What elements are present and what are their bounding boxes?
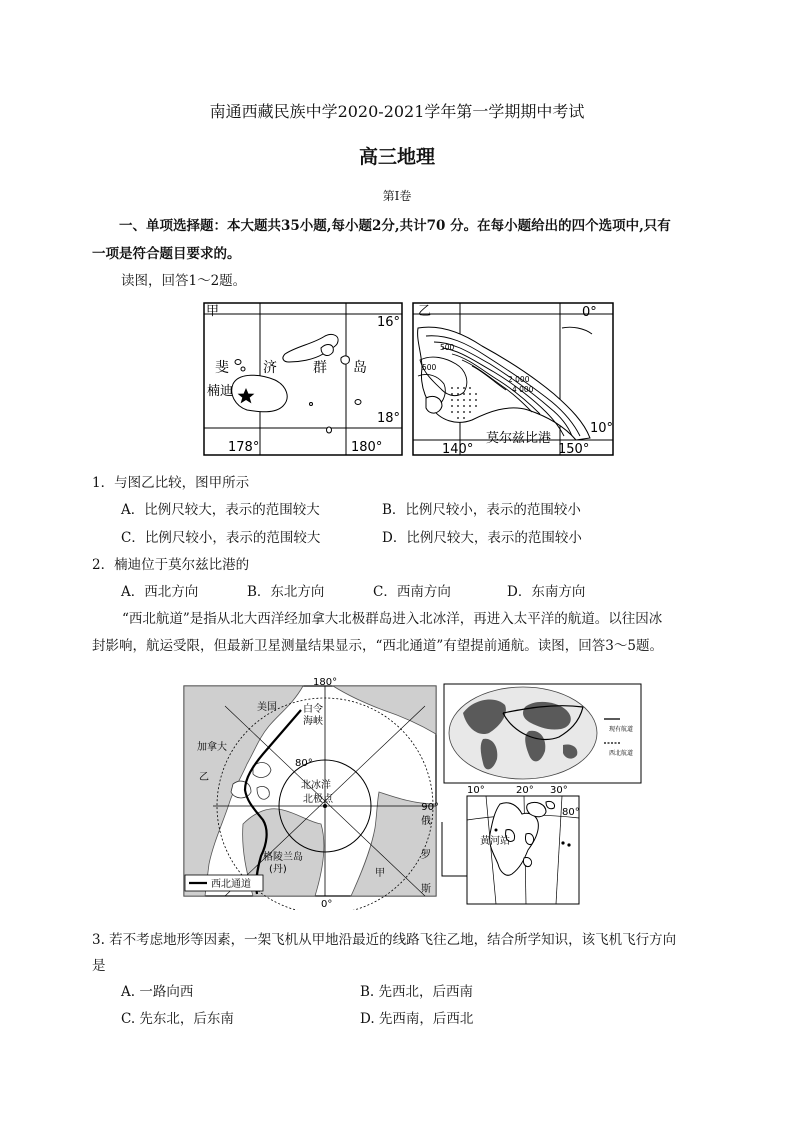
map-jia-lat-top: 16° [377,315,401,330]
contour-2000-label: 2 000 [508,375,530,384]
q1-option-b[interactable]: B．比例尺较小，表示的范围较小 [382,502,581,518]
q3-option-a[interactable]: A. 一路向西 [121,984,194,1000]
label-russia-2: 罗 [421,850,431,861]
label-ji: 济 [263,360,277,376]
label-canada: 加拿大 [197,742,227,753]
map-yi-lon-left: 140° [442,442,474,456]
label-greenland: 格陵兰岛 [263,852,303,863]
label-fei: 斐 [215,360,229,376]
lon-90-label: 90° [421,802,439,813]
contour-500-label-2: 500 [422,363,437,372]
q2-stem: 2．楠迪位于莫尔兹比港的 [92,557,250,573]
svalbard-lon-10: 10° [467,785,485,796]
legend-nw-route: 西北航道 [609,750,634,757]
legend-nw-passage: 西北通道 [211,879,251,890]
q3-option-d[interactable]: D. 先西南，后西北 [360,1011,474,1027]
q2-option-c[interactable]: C．西南方向 [373,584,451,600]
label-greenland-country: (丹) [269,864,287,875]
q3-option-c[interactable]: C. 先东北，后东南 [121,1011,234,1027]
q3-stem-line2: 是 [92,958,106,974]
map-jia-lon-right: 180° [351,440,383,455]
label-north-pole: 北极点 [303,794,333,805]
label-nandi: 楠迪 [207,384,234,399]
map-yi-lon-right: 150° [558,442,590,456]
map-yi-lat-top: 0° [582,305,597,320]
label-arctic-ocean: 北冰洋 [301,780,331,791]
map-yi-new-guinea [412,302,614,456]
svalbard-lon-20: 20° [516,785,534,796]
map-yi-port: 莫尔兹比港 [486,431,552,446]
q1-option-d[interactable]: D．比例尺较大，表示的范围较小 [382,530,582,546]
q1-option-c[interactable]: C．比例尺较小，表示的范围较大 [121,530,321,546]
volume-label: 第Ⅰ卷 [382,189,412,203]
map-jia-lon-left: 178° [228,440,260,455]
svalbard-inset [466,784,586,906]
q2-option-d[interactable]: D．东南方向 [507,584,586,600]
section-instructions-line2: 一项是符合题目要求的。 [92,246,241,262]
school-title: 南通西藏民族中学2020-2021学年第一学期期中考试 [209,102,585,121]
label-usa: 美国 [257,702,277,713]
label-bering-2: 海峡 [303,716,323,727]
map-jia-fiji [203,302,403,456]
svalbard-lon-30: 30° [550,785,568,796]
contour-500-label: 500 [440,343,455,352]
yellow-river-station-marker [495,829,498,832]
label-bering-1: 白令 [303,704,323,715]
passage-line1: “西北航道”是指从北大西洋经加拿大北极群岛进入北冰洋，再进入太平洋的航道。以往因冰 [122,611,663,627]
contour-4000-label: 4 000 [512,385,534,394]
map-yi-lat-right: 10° [590,421,614,436]
q1-option-a[interactable]: A．比例尺较大，表示的范围较大 [121,502,320,518]
q3-stem-line1: 3. 若不考虑地形等因素，一架飞机从甲地沿最近的线路飞往乙地，结合所学知识，该飞机飞行方向 [92,932,677,948]
svalbard-lat-80: 80° [562,807,580,818]
subject-title: 高三地理 [358,146,435,168]
label-russia-1: 俄 [421,816,431,827]
q2-option-b[interactable]: B．东北方向 [247,584,325,600]
arctic-polar-map [183,674,441,910]
map-yi-label: 乙 [418,304,432,319]
label-yellow-river-station: 黄河站 [480,836,510,847]
label-jia: 甲 [375,868,385,879]
world-routes-inset [443,683,642,784]
q3-option-b[interactable]: B. 先西北，后西南 [360,984,474,1000]
label-qun: 群 [313,360,327,376]
legend-existing-route: 现有航道 [609,726,634,733]
map-jia-lat-bottom: 18° [377,411,401,426]
lon-0-label: 0° [321,899,333,910]
map-jia-label: 甲 [206,304,220,319]
section-instructions-line1: 一、单项选择题：本大题共35小题,每小题2分,共计70 分。在每小题给出的四个选项中,只有 [119,218,671,234]
intro-q1-2: 读图，回答1～2题。 [121,273,247,289]
lat-80-label: 80° [295,758,313,769]
lon-180-label: 180° [313,677,338,688]
q1-stem: 1．与图乙比较，图甲所示 [92,475,250,491]
passage-line2: 封影响，航运受限，但最新卫星测量结果显示，“西北通道”有望提前通航。读图，回答3～5题。 [92,638,663,654]
label-dao: 岛 [353,360,367,376]
label-russia-3: 斯 [421,884,431,895]
q2-option-a[interactable]: A．西北方向 [121,584,199,600]
label-yi: 乙 [199,772,209,783]
